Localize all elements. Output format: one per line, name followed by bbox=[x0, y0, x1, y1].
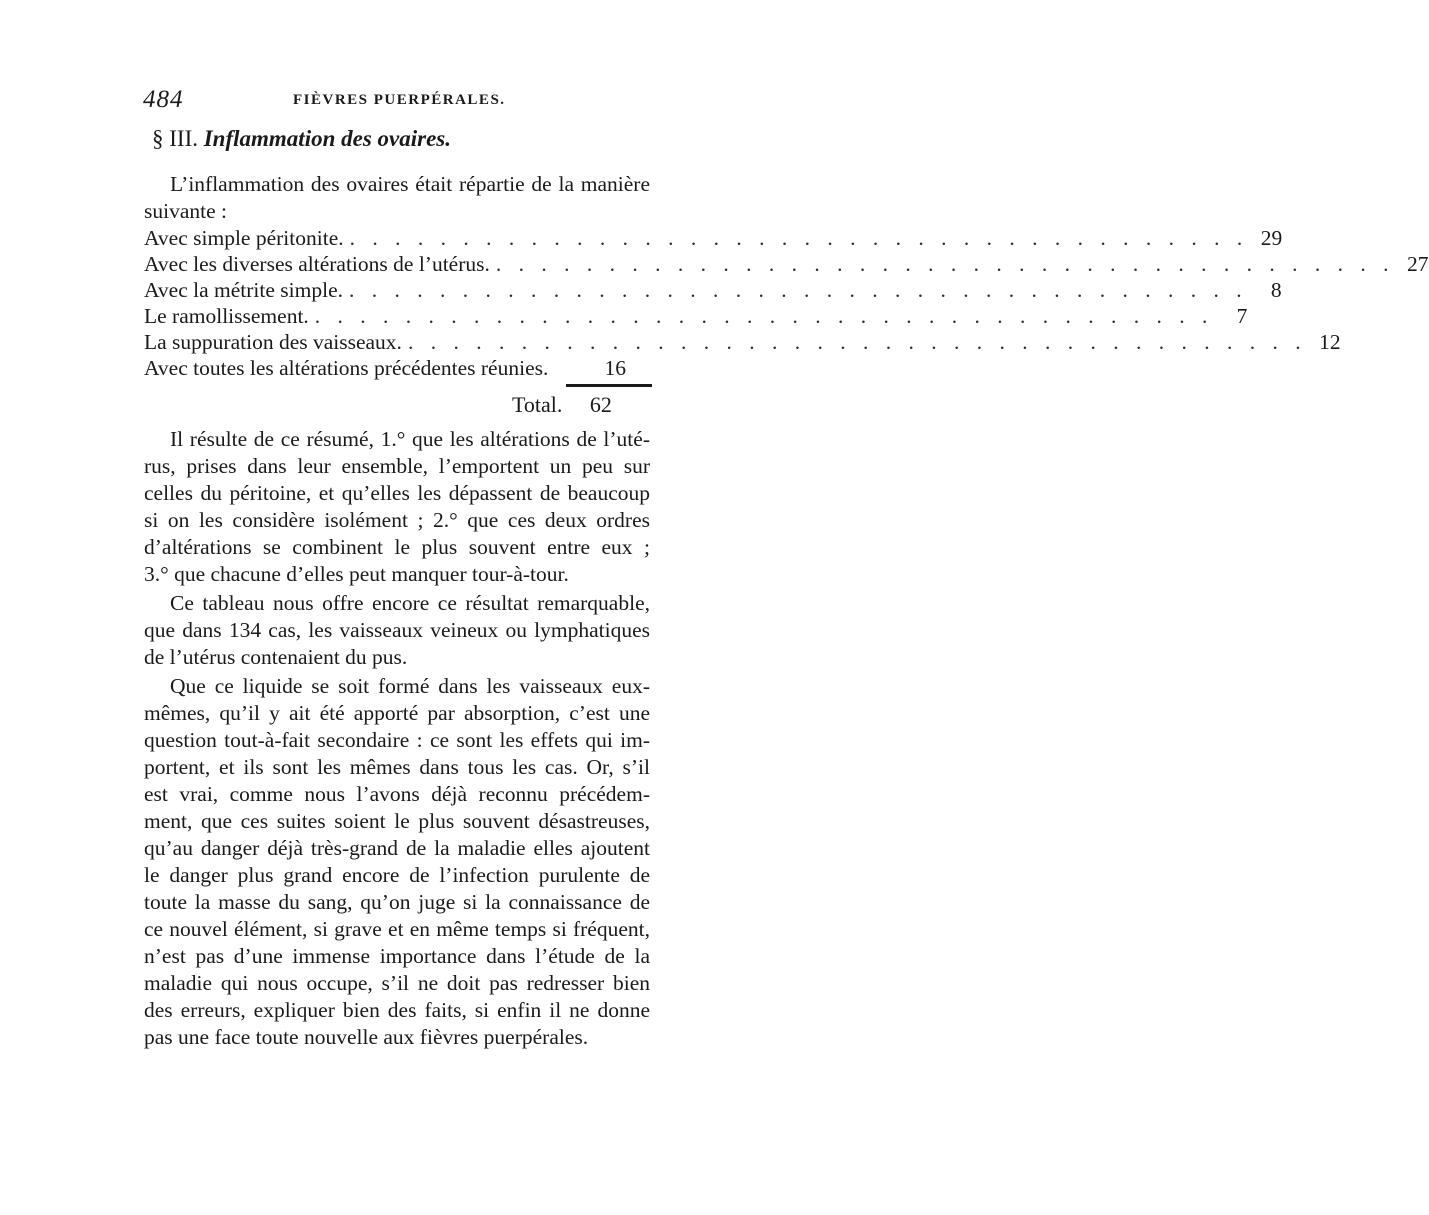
running-title: FIÈVRES PUERPÉRALES. bbox=[293, 92, 506, 108]
stat-row bbox=[144, 278, 1282, 304]
total-row bbox=[512, 392, 612, 418]
intro-line: L’inflammation des ovaires était répartie de la manière bbox=[170, 172, 650, 196]
total-value: 62 bbox=[589, 392, 612, 417]
dot-leader: . . . . . . . . . . . . . . . . . . . . . . . . . . . . . . . . . . . . . . . . bbox=[349, 278, 1248, 302]
paragraph-line: Ce tableau nous offre encore ce résultat remarquable, bbox=[170, 591, 650, 615]
stat-row bbox=[144, 330, 1341, 356]
stat-row bbox=[144, 304, 1248, 330]
section-title: Inflammation des ovaires. bbox=[203, 126, 451, 151]
section-marker: § III. bbox=[152, 126, 198, 151]
paragraph-line: ment, que ces suites soient le plus souvent désastreuses, bbox=[144, 809, 650, 833]
stat-label: La suppuration des vaisseaux. bbox=[144, 330, 402, 354]
paragraph-line: mêmes, qu’il y ait été apporté par absorption, c’est une bbox=[144, 701, 650, 725]
paragraph-line: toute la masse du sang, qu’on juge si la connaissance de bbox=[144, 890, 650, 914]
paragraph-line: rus, prises dans leur ensemble, l’emportent un peu sur bbox=[144, 454, 650, 478]
paragraph-line: question tout-à-fait secondaire : ce sont les effets qui im- bbox=[144, 728, 650, 752]
paragraph-line: est vrai, comme nous l’avons déjà reconnu précédem- bbox=[144, 782, 650, 806]
page-header bbox=[143, 86, 653, 116]
intro-line: suivante : bbox=[144, 199, 227, 223]
paragraph-line: que dans 134 cas, les vaisseaux veineux ou lymphatiques bbox=[144, 618, 650, 642]
paragraph-line: portent, et ils sont les mêmes dans tous les cas. Or, s’il bbox=[144, 755, 650, 779]
stat-value: 27 bbox=[1407, 252, 1429, 276]
paragraph-line: si on les considère isolément ; 2.° que ces deux ordres bbox=[144, 508, 650, 532]
page-number: 484 bbox=[143, 86, 184, 113]
dot-leader: . . . . . . . . . . . . . . . . . . . . . . . . . . . . . . . . . . . . . . . . bbox=[349, 226, 1249, 250]
stat-value: 16 bbox=[604, 356, 626, 380]
dot-leader: . . . . . . . . . . . . . . . . . . . . . . . . . . . . . . . . . . . . . . . . bbox=[314, 304, 1214, 328]
stat-label: Le ramollissement. bbox=[144, 304, 309, 328]
paragraph-line: de l’utérus contenaient du pus. bbox=[144, 645, 408, 669]
paragraph-line: n’est pas d’une immense importance dans l’étude de la bbox=[144, 944, 650, 968]
stat-value: 29 bbox=[1260, 226, 1283, 250]
paragraph-line: pas une face toute nouvelle aux fièvres puerpérales. bbox=[144, 1025, 589, 1049]
paragraph-line: des erreurs, expliquer bien des faits, si enfin il ne donne bbox=[144, 998, 650, 1022]
paragraph-line: celles du péritoine, et qu’elles les dépassent de beaucoup bbox=[144, 481, 650, 505]
dot-leader: . . . . . . . . . . . . . . . . . . . . . . . . . . . . . . . . . . . . . . . . bbox=[495, 252, 1395, 276]
section-heading bbox=[152, 126, 451, 152]
stat-row bbox=[144, 252, 1429, 278]
dot-leader: . . . . . . . . . . . . . . . . . . . . . . . . . . . . . . . . . . . . . . . . bbox=[407, 330, 1307, 354]
stat-label: Avec la métrite simple. bbox=[144, 278, 344, 302]
total-label: Total. bbox=[512, 392, 563, 417]
stat-label: Avec toutes les altérations précédentes réunies. bbox=[144, 356, 549, 380]
paragraph-line: Il résulte de ce résumé, 1.° que les altérations de l’uté- bbox=[170, 427, 650, 451]
paragraph-line: maladie qui nous occupe, s’il ne doit pas redresser bien bbox=[144, 971, 650, 995]
paragraph-line: d’altérations se combinent le plus souvent entre eux ; bbox=[144, 535, 650, 559]
stat-label: Avec simple péritonite. bbox=[144, 226, 344, 250]
stat-value: 8 bbox=[1270, 278, 1282, 302]
total-rule bbox=[566, 384, 652, 387]
paragraph-line: ce nouvel élément, si grave et en même temps si fréquent, bbox=[144, 917, 650, 941]
stat-row bbox=[144, 226, 1283, 252]
paragraph-line: 3.° que chacune d’elles peut manquer tour-à-tour. bbox=[144, 562, 569, 586]
paragraph-line: Que ce liquide se soit formé dans les vaisseaux eux- bbox=[170, 674, 650, 698]
stat-row bbox=[144, 356, 626, 382]
paragraph-line: qu’au danger déjà très-grand de la maladie elles ajoutent bbox=[144, 836, 650, 860]
stat-value: 7 bbox=[1236, 304, 1248, 328]
stat-label: Avec les diverses altérations de l’utérus. bbox=[144, 252, 490, 276]
stat-value: 12 bbox=[1319, 330, 1341, 354]
paragraph-line: le danger plus grand encore de l’infection purulente de bbox=[144, 863, 650, 887]
